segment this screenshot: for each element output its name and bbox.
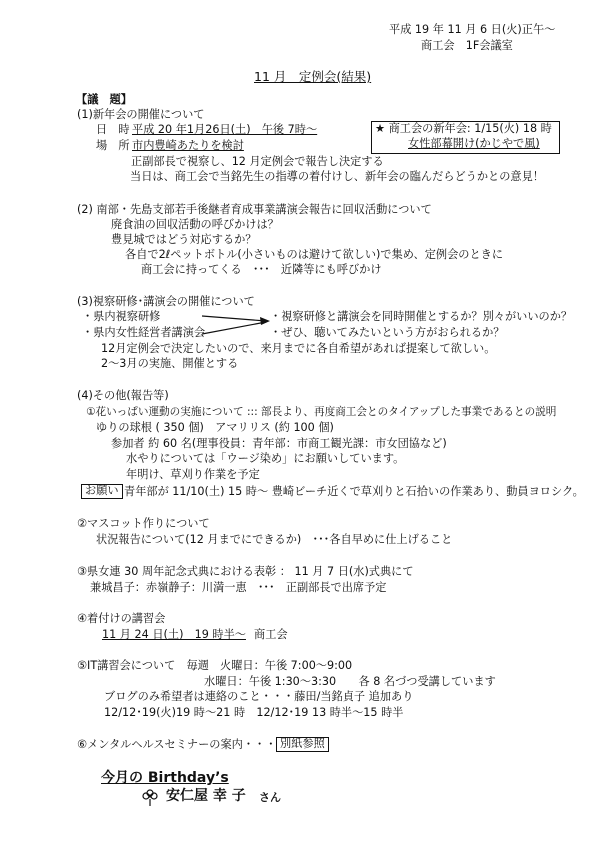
birthday-title: 今月の Birthday’s (101, 770, 229, 786)
section1-heading: (1)新年会の開催について (77, 108, 205, 121)
it-course-line3: 12/12･19(火)19 時～21 時 12/12･19 13 時半～15 時半 (104, 706, 404, 719)
award-line1: 兼城昌子：赤嶺静子：川満一恵 ･･･ 正副部長で出席予定 (90, 581, 387, 594)
it-course-title: ⑤IT講習会について 毎週 火曜日：午後 7:00～9:00 (77, 659, 353, 672)
kimono-place: 商工会 (254, 628, 288, 641)
flower-line4: 年明け、草刈り作業を予定 (126, 468, 260, 481)
section3-left2: ・県内女性経営者講演会 (82, 326, 206, 339)
request-text: 青年部が 11/10(土) 15 時～ 豊崎ビーチ近くで草刈りと石拾いの作業あり、動員ヨロシク。 (124, 485, 584, 498)
section1-date-label: 日 時 (96, 123, 130, 136)
arrow-graphic (200, 310, 272, 338)
notice-line1: ★ 商工会の新年会: 1/15(火) 18 時 (375, 122, 552, 135)
mascot-title: ②マスコット作りについて (77, 517, 210, 530)
section2-line4: 商工会に持ってくる ･･･ 近隣等にも呼びかけ (141, 263, 382, 276)
award-title: ③県女連 30 周年記念式典における表彰 ： 11 月 7 日(水)式典にて (77, 565, 414, 578)
appendix-ref: 別紙参照 (276, 737, 329, 752)
meeting-place: 商工会 1F会議室 (421, 39, 513, 52)
section1-place-label: 場 所 (96, 139, 130, 152)
it-course-line2: ブログのみ希望者は連絡のこと・・・藤田/当銘貞子 追加あり (104, 690, 414, 703)
section3-line4: 2～3月の実施、開催とする (101, 357, 239, 370)
page-title: 11 月 定例会(結果) (254, 69, 372, 84)
mascot-line1: 状況報告について(12 月までにできるか) ･･･各自早めに仕上げること (96, 533, 453, 546)
flower-icon (141, 787, 159, 807)
section3-right1: ・視察研修と講演会を同時開催とするか？別々がいいのか？ (270, 310, 573, 323)
section3-heading: (3)視察研修･講演会の開催について (77, 295, 255, 308)
section1-note2: 当日は、商工会で当銘先生の指導の着付けし、新年会の臨んだらどうかとの意見！ (130, 170, 544, 183)
section4-heading: (4)その他(報告等) (77, 389, 169, 402)
newyear-notice-box (371, 121, 560, 154)
flower-line2: 参加者 約 60 名(理事役員：青年部：市商工観光課：市女団協など) (111, 437, 447, 450)
request-label: お願い (81, 484, 123, 499)
kimono-date: 11 月 24 日(土) 19 時半～ (102, 628, 246, 641)
section3-left1: ・県内視察研修 (82, 310, 161, 323)
meeting-date: 平成 19 年 11 月 6 日(火)正午～ (389, 23, 556, 36)
birthday-name: 安仁屋 幸 子 (166, 788, 246, 804)
kimono-title: ④着付けの講習会 (77, 612, 166, 625)
flower-line1: ゆりの球根 ( 350 個) アマリリス (約 100 個) (96, 421, 334, 434)
notice-line2: 女性部幕開け(かじやで風) (408, 137, 540, 150)
section1-note1: 正副部長で視察し、12 月定例会で報告し決定する (131, 155, 384, 168)
flower-line3: 水やりについては「ウージ染め」にお願いしています。 (126, 452, 405, 465)
section2-line1: 廃食油の回収活動の呼びかけは？ (111, 218, 279, 231)
flower-campaign-title: ①花いっぱい運動の実施について ::: 部長より、再度商工会とのタイアップした事業であるとの説明 (86, 406, 557, 418)
birthday-suffix: さん (259, 791, 281, 804)
section2-line2: 豊見城ではどう対応するか？ (111, 233, 257, 246)
it-course-line1: 水曜日：午後 1:30～3:30 各 8 名づつ受講しています (204, 675, 496, 688)
mental-health-title: ⑥メンタルヘルスセミナーの案内・・・ (77, 738, 277, 751)
section2-line3: 各自で2ℓペットボトル(小さいものは避けて欲しい)で集め、定例会のときに (125, 248, 504, 261)
section1-place-value: 市内豊崎あたりを検討 (132, 139, 244, 152)
section1-date-value: 平成 20 年1月26日(土) 午後 7時～ (132, 123, 318, 136)
section2-heading: (2) 南部・先島支部若手後継者育成事業講演会報告に回収活動について (77, 203, 432, 216)
agenda-label: 【議 題】 (76, 93, 132, 106)
section3-right2: ・ぜひ、聴いてみたいという方がおられるか？ (270, 326, 505, 339)
section3-line3: 12月定例会で決定したいので、来月までに各自希望があれば提案して欲しい。 (101, 342, 496, 355)
